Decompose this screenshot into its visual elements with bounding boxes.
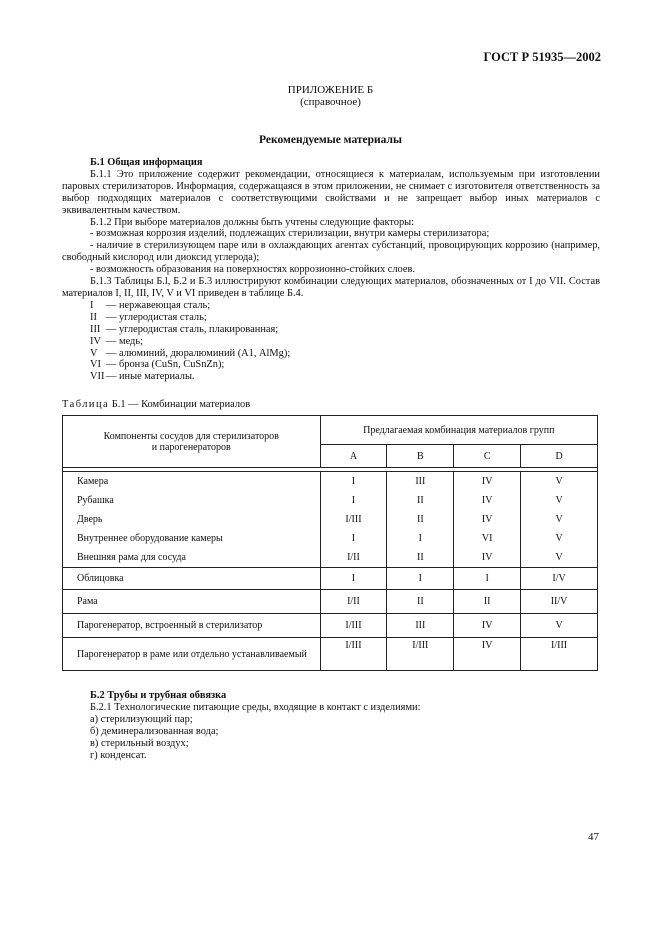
table-group-other xyxy=(63,568,598,671)
table-group-vessel xyxy=(63,472,598,568)
table-cell: II xyxy=(387,548,454,568)
material-text: — иные материалы. xyxy=(106,371,195,383)
page-number: 47 xyxy=(588,831,599,843)
table-cell: III xyxy=(387,472,454,492)
table-caption-text: Б.1 — Комбинации материалов xyxy=(111,399,251,410)
table-cell: I/II xyxy=(320,548,387,568)
table-cell: II/V xyxy=(521,590,598,614)
row-label: Камера xyxy=(63,472,321,492)
section-b2-heading: Б.2 Трубы и трубная обвязка xyxy=(90,690,227,701)
table-cell: I/III xyxy=(320,510,387,529)
material-code: I xyxy=(90,299,94,311)
material-text: — углеродистая сталь; xyxy=(106,311,207,323)
material-code: IV xyxy=(90,335,101,347)
list-item xyxy=(90,348,600,360)
table-row xyxy=(63,548,598,568)
row-label: Рама xyxy=(63,590,321,614)
table-row xyxy=(63,510,598,529)
table-cell: II xyxy=(387,491,454,510)
group-header-d: D xyxy=(521,445,598,468)
appendix-title: ПРИЛОЖЕНИЕ Б xyxy=(287,84,374,96)
table-caption-prefix: Таблица xyxy=(62,399,110,410)
table-row xyxy=(63,638,598,671)
materials-table xyxy=(62,415,598,671)
list-item xyxy=(90,371,600,383)
material-text: — углеродистая сталь, плакированная; xyxy=(106,323,279,335)
row-label: Внутреннее оборудование камеры xyxy=(63,529,321,548)
table-cell: I/III xyxy=(320,614,387,638)
column-header-line: и парогенераторов xyxy=(151,441,231,453)
material-code: II xyxy=(90,311,97,323)
group-header-c: C xyxy=(454,445,521,468)
paragraph-b1-1: Б.1.1 Это приложение содержит рекомендации, относящиеся к материалам, используемым при изготовлении паровых стерилизаторов. Информация, содержащаяся в этом приложении, не снимает с изготовителя ответственность за выбор подходящих материалов с соответствующими свойствами и не запрещает выбор иных материалов с эквивалентным качеством. xyxy=(62,168,600,216)
table-cell: I xyxy=(320,491,387,510)
row-label: Дверь xyxy=(63,510,321,529)
list-item: а) стерилизующий пар; xyxy=(90,713,193,725)
material-code: V xyxy=(90,347,98,359)
column-header-components xyxy=(63,416,321,468)
section-b1-heading: Б.1 Общая информация xyxy=(90,157,203,168)
table-row xyxy=(63,568,598,590)
table-cell: I xyxy=(320,568,387,590)
table-cell: IV xyxy=(454,510,521,529)
material-text: — нержавеющая сталь; xyxy=(106,299,211,311)
table-cell: II xyxy=(387,590,454,614)
group-header-b: B xyxy=(387,445,454,468)
table-row xyxy=(63,491,598,510)
paragraph-b2-1: Б.2.1 Технологические питающие среды, входящие в контакт с изделиями: xyxy=(90,701,421,713)
table-cell: V xyxy=(521,529,598,548)
group-header-a: A xyxy=(320,445,387,468)
materials-list xyxy=(90,300,600,383)
table-cell: I/II xyxy=(320,590,387,614)
list-item: б) деминерализованная вода; xyxy=(90,725,219,737)
paragraph-b1-2: Б.1.2 При выборе материалов должны быть учтены следующие факторы: xyxy=(90,216,415,228)
factor-2: - наличие в стерилизующем паре или в охлаждающих агентах субстанций, провоцирующих коррозию (например, свободный кислород или диоксид углерода); xyxy=(62,240,600,264)
table-cell: III xyxy=(387,614,454,638)
table-cell: IV xyxy=(454,548,521,568)
table-cell: IV xyxy=(454,491,521,510)
row-label: Облицовка xyxy=(63,568,321,590)
material-code: III xyxy=(90,323,101,335)
list-item: г) конденсат. xyxy=(90,749,147,761)
table-cell: VI xyxy=(454,529,521,548)
list-item xyxy=(90,324,600,336)
table-row xyxy=(63,590,598,614)
table-cell: II xyxy=(454,590,521,614)
paragraph-b1-3: Б.1.3 Таблицы Б.l, Б.2 и Б.3 иллюстрируют комбинации следующих материалов, обозначенных от I до VII. Состав материалов I, II, III, IV, V и VI приведен в таблице Б.4. xyxy=(62,276,600,299)
row-label: Парогенератор в раме или отдельно устанавливаемый xyxy=(63,638,321,671)
table-cell: V xyxy=(521,510,598,529)
table-row xyxy=(63,472,598,492)
column-header-line: Компоненты сосудов для стерилизаторов xyxy=(103,430,279,442)
table-cell: IV xyxy=(454,472,521,492)
table-cell: I xyxy=(454,568,521,590)
list-item xyxy=(90,312,600,324)
table-cell: I xyxy=(387,568,454,590)
row-label: Рубашка xyxy=(63,491,321,510)
list-item xyxy=(90,359,600,371)
table-cell: I xyxy=(320,529,387,548)
row-label: Парогенератор, встроенный в стерилизатор xyxy=(63,614,321,638)
table-cell: II xyxy=(387,510,454,529)
factor-3: - возможность образования на поверхностях коррозионно-стойких слоев. xyxy=(90,264,415,276)
table-cell: I xyxy=(320,472,387,492)
factor-1: - возможная коррозия изделий, подлежащих стерилизации, внутри камеры стерилизатора; xyxy=(90,228,490,240)
table-cell: V xyxy=(521,491,598,510)
material-text: — медь; xyxy=(106,335,143,347)
section-title: Рекомендуемые материалы xyxy=(259,134,402,146)
material-code: VII xyxy=(90,371,105,383)
table-caption xyxy=(62,399,250,410)
material-text: — бронза (CuSn, CuSnZn); xyxy=(106,359,225,371)
column-header-groups: Предлагаемая комбинация материалов групп xyxy=(320,416,597,445)
table-cell: V xyxy=(521,472,598,492)
row-label: Внешняя рама для сосуда xyxy=(63,548,321,568)
section-b2 xyxy=(62,690,600,761)
list-item xyxy=(90,336,600,348)
table-cell: I/V xyxy=(521,568,598,590)
section-b1 xyxy=(62,157,600,383)
appendix-subtitle: (справочное) xyxy=(300,96,361,108)
document-code: ГОСТ Р 51935—2002 xyxy=(483,50,601,64)
list-item: в) стерильный воздух; xyxy=(90,737,189,749)
material-text: — алюминий, дюралюминий (А1, AlMg); xyxy=(106,347,291,359)
table-cell: IV xyxy=(454,614,521,638)
table-cell: V xyxy=(521,614,598,638)
list-item xyxy=(90,300,600,312)
table-cell: IV xyxy=(454,638,521,671)
material-code: VI xyxy=(90,359,101,371)
table-cell: I xyxy=(387,529,454,548)
table-cell: I/III xyxy=(521,638,598,671)
table-cell: V xyxy=(521,548,598,568)
table-row xyxy=(63,529,598,548)
table-cell: I/III xyxy=(320,638,387,671)
table-cell: I/III xyxy=(387,638,454,671)
table-row xyxy=(63,614,598,638)
